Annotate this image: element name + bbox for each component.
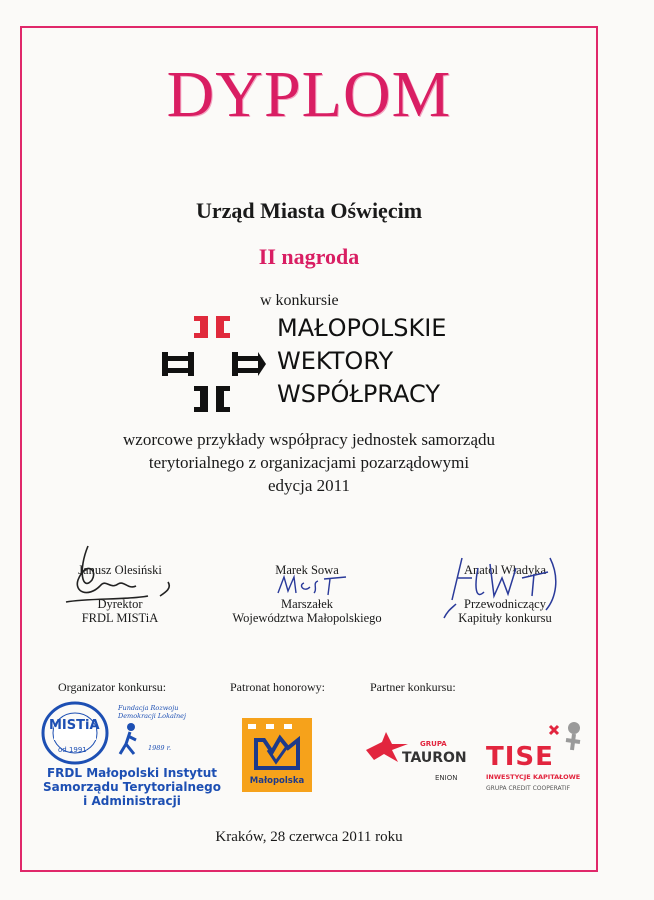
signatory-1-org: FRDL MISTiA xyxy=(81,611,159,625)
fundacja-label xyxy=(118,704,186,720)
fundacja-line1: Fundacja Rozwoju xyxy=(118,704,179,712)
contest-logo-line1: MAŁOPOLSKIE xyxy=(277,314,447,342)
signature-1-icon xyxy=(48,540,188,612)
mistia-year: od 1991 xyxy=(58,746,87,754)
contest-logo-text xyxy=(277,312,446,411)
signatory-2-role: Marszałek xyxy=(280,597,334,611)
tauron-sub: ENION xyxy=(435,774,458,782)
description-line3: edycja 2011 xyxy=(268,476,350,495)
running-figure-icon xyxy=(118,722,140,756)
signature-3-icon xyxy=(438,548,578,624)
mistia-name-line3: i Administracji xyxy=(83,794,181,808)
description-line2: terytorialnego z organizacjami pozarządowymi xyxy=(148,453,470,472)
tauron-grupa: GRUPA xyxy=(420,740,447,748)
contest-logo-line2: WEKTORY xyxy=(277,347,394,375)
organizer-label: Organizator konkursu: xyxy=(58,680,167,694)
tise-sub1: INWESTYCJE KAPITAŁOWE xyxy=(486,773,581,781)
signatory-3-role: Przewodniczący xyxy=(464,597,546,611)
contest-description xyxy=(20,428,598,497)
malopolska-label: Małopolska xyxy=(249,776,305,786)
fundacja-year: 1989 r. xyxy=(148,744,172,752)
partner-label: Partner konkursu: xyxy=(370,680,456,694)
tise-figures-icon xyxy=(546,720,582,756)
description-line1: wzorcowe przykłady współpracy jednostek samorządu xyxy=(123,430,495,449)
malopolska-emblem-icon xyxy=(242,718,312,778)
tise-sub2: GRUPA CREDIT COOPERATIF xyxy=(486,785,571,792)
signatory-1-role: Dyrektor xyxy=(97,597,143,611)
mistia-name-line2: Samorządu Terytorialnego xyxy=(42,780,221,794)
mistia-name xyxy=(32,766,232,808)
signature-2-icon xyxy=(274,573,354,599)
fundacja-line2: Demokracji Lokalnej xyxy=(118,712,187,720)
contest-intro: w konkursie xyxy=(260,292,339,309)
mistia-badge: MISTiA xyxy=(49,718,100,733)
tauron-name: TAURON xyxy=(402,750,467,766)
signatory-2-name: Marek Sowa xyxy=(275,563,339,577)
award-label: II nagroda xyxy=(258,244,360,269)
signatory-3-org: Kapituły konkursu xyxy=(458,611,552,625)
diploma-title: DYPLOM xyxy=(166,58,452,131)
signatory-2-org: Województwa Małopolskiego xyxy=(232,611,382,625)
signatory-3-name: Anatol Władyka xyxy=(463,563,547,577)
malopolska-logo xyxy=(242,718,312,792)
tise-name: TISE xyxy=(486,742,554,772)
signatory-1-name: Janusz Olesiński xyxy=(78,563,162,577)
mistia-logo-icon xyxy=(40,700,110,766)
contest-logo-line3: WSPÓŁPRACY xyxy=(277,380,440,408)
issue-date: Kraków, 28 czerwca 2011 roku xyxy=(215,829,403,845)
patronage-label: Patronat honorowy: xyxy=(230,680,325,694)
recipient-name: Urząd Miasta Oświęcim xyxy=(195,198,423,223)
mistia-name-line1: FRDL Małopolski Instytut xyxy=(46,766,218,780)
contest-arrows-icon xyxy=(158,312,268,416)
